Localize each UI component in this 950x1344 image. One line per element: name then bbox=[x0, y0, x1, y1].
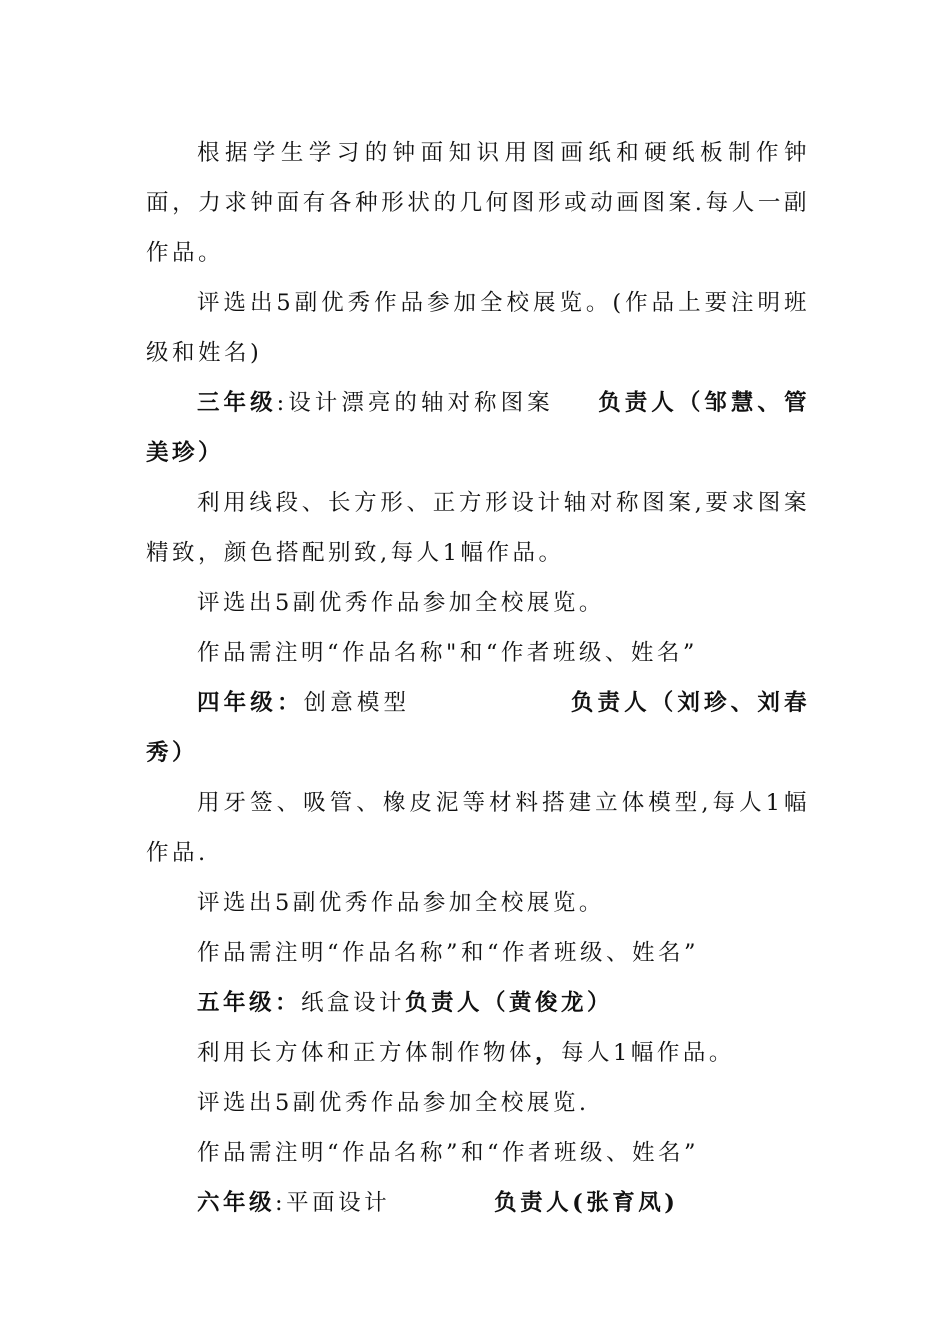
grade5-owner: 负责人（黄俊龙） bbox=[405, 990, 614, 1016]
grade6-title: 平面设计 bbox=[286, 1190, 391, 1216]
grade3-separator: : bbox=[276, 390, 288, 416]
grade3-selection: 评选出5副优秀作品参加全校展览。 bbox=[197, 590, 605, 616]
document-body bbox=[146, 128, 810, 1228]
grade3-heading bbox=[146, 378, 810, 478]
grade4-heading bbox=[146, 678, 810, 778]
grade5-description-a: 利用长方体和正方体制作物体 bbox=[197, 1040, 536, 1066]
grade3-label: 三年级 bbox=[197, 390, 277, 416]
grade5-separator: ： bbox=[275, 990, 302, 1016]
grade4-selection: 评选出5副优秀作品参加全校展览。 bbox=[197, 890, 605, 916]
grade5-description bbox=[146, 1028, 810, 1078]
grade6-label: 六年级 bbox=[197, 1190, 276, 1216]
grade6-separator: : bbox=[275, 1190, 287, 1216]
grade3-owner: 负责人（邹慧、管美珍） bbox=[146, 390, 810, 466]
grade5-description-comma: ， bbox=[535, 1040, 562, 1066]
grade5-note: 作品需注明“作品名称”和“作者班级、姓名” bbox=[197, 1140, 700, 1166]
grade4-note: 作品需注明“作品名称”和“作者班级、姓名” bbox=[197, 940, 700, 966]
grade4-title: 创意模型 bbox=[303, 690, 411, 716]
intro-selection-paragraph: 评选出5副优秀作品参加全校展览。(作品上要注明班级和姓名) bbox=[146, 290, 810, 366]
grade3-description: 利用线段、长方形、正方形设计轴对称图案,要求图案精致，颜色搭配别致,每人1幅作品。 bbox=[146, 490, 810, 566]
grade4-separator: ： bbox=[276, 690, 304, 716]
grade5-description-b: 每人1幅作品。 bbox=[561, 1040, 735, 1066]
grade4-description: 用牙签、吸管、橡皮泥等材料搭建立体模型,每人1幅作品. bbox=[146, 790, 810, 866]
grade3-note: 作品需注明“作品名称"和“作者班级、姓名” bbox=[197, 640, 698, 666]
grade5-label: 五年级 bbox=[197, 990, 276, 1016]
grade5-heading bbox=[146, 978, 810, 1028]
intro-paragraph: 根据学生学习的钟面知识用图画纸和硬纸板制作钟面，力求钟面有各种形状的几何图形或动画图案.每人一副作品。 bbox=[146, 140, 810, 266]
grade3-title: 设计漂亮的轴对称图案 bbox=[287, 390, 554, 416]
grade6-heading bbox=[146, 1178, 810, 1228]
grade4-owner: 负责人（刘珍、刘春秀） bbox=[146, 690, 810, 766]
grade5-title: 纸盒设计 bbox=[301, 990, 406, 1016]
grade5-selection: 评选出5副优秀作品参加全校展览. bbox=[197, 1090, 590, 1116]
grade4-label: 四年级 bbox=[197, 690, 277, 716]
grade6-owner: 负责人(张育凤) bbox=[494, 1190, 679, 1216]
